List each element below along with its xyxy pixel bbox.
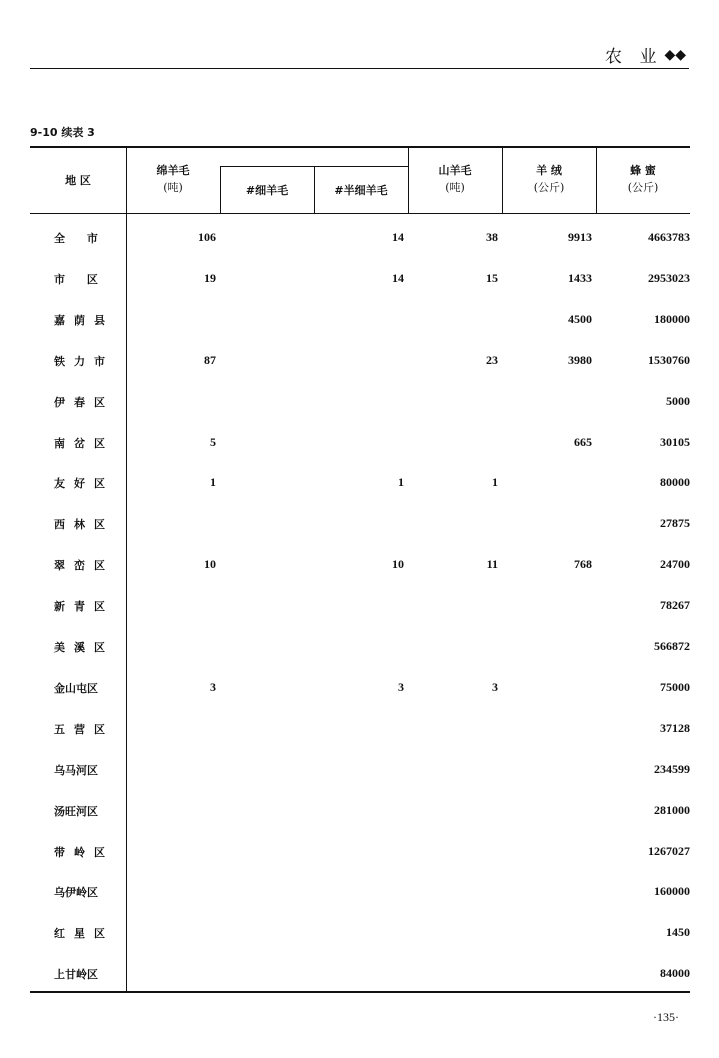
cell-cash: 3980	[568, 352, 592, 367]
header-sheep-wool-unit: (吨)	[163, 181, 183, 194]
table-row	[30, 555, 690, 575]
region-name: 乌马河区	[54, 763, 98, 777]
region-name: 新青区	[54, 600, 114, 614]
cell-semi: 14	[392, 230, 404, 244]
cell-honey: 1450	[666, 925, 690, 940]
cell-semi: 14	[392, 270, 404, 285]
table-bottom-rule	[30, 991, 690, 993]
region-name: 市 区	[54, 272, 107, 286]
table-row	[30, 801, 690, 821]
region-name: 带岭区	[54, 845, 114, 859]
header-goat-hair	[408, 162, 502, 196]
cell-honey: 234599	[654, 761, 690, 776]
cell-honey: 80000	[660, 475, 690, 490]
region-name: 南岔区	[54, 436, 114, 450]
table-row	[30, 514, 690, 534]
cell-honey: 160000	[654, 884, 690, 899]
table-row	[30, 392, 690, 412]
cell-goat: 38	[486, 230, 498, 244]
cell-wool: 1	[210, 475, 216, 490]
cell-honey: 24700	[660, 557, 690, 572]
header-bottom-rule	[30, 213, 690, 214]
header-honey-label: 蜂 蜜	[630, 164, 656, 177]
cell-wool: 3	[210, 679, 216, 694]
region-name: 西林区	[54, 518, 114, 532]
cell-honey: 566872	[654, 639, 690, 653]
region-name: 汤旺河区	[54, 804, 98, 818]
cell-honey: 1267027	[648, 843, 690, 858]
table-row	[30, 310, 690, 330]
region-name: 美溪区	[54, 641, 114, 654]
header-sheep-wool	[126, 146, 220, 196]
cell-honey: 4663783	[648, 230, 690, 244]
table-row	[30, 923, 690, 943]
cell-cash: 768	[574, 557, 592, 572]
table-row	[30, 637, 690, 657]
cell-goat: 1	[492, 475, 498, 490]
header-cashmere-label: 羊 绒	[536, 164, 562, 177]
header-fine-wool-label: #细羊毛	[245, 184, 289, 197]
cell-honey: 2953023	[648, 270, 690, 285]
table-row	[30, 433, 690, 453]
statistics-table	[30, 146, 690, 992]
table-label: 9-10 续表 3	[30, 126, 95, 139]
region-name: 五营区	[54, 722, 114, 736]
cell-honey: 1530760	[648, 352, 690, 367]
cell-cash: 665	[574, 434, 592, 449]
table-row	[30, 882, 690, 902]
header-fine-wool	[220, 182, 314, 199]
region-name: 嘉荫县	[54, 313, 114, 327]
section-title: 农 业	[605, 47, 663, 67]
cell-semi: 10	[392, 557, 404, 572]
table-row	[30, 596, 690, 616]
header-cashmere	[502, 162, 596, 196]
cell-honey: 30105	[660, 434, 690, 449]
header-region-label: 地 区	[65, 174, 91, 187]
header-semi-fine-wool-label: #半细羊毛	[334, 184, 388, 197]
region-name: 全 市	[54, 232, 107, 245]
region-name: 乌伊岭区	[54, 886, 98, 900]
cell-goat: 23	[486, 352, 498, 367]
region-name: 伊春区	[54, 395, 114, 409]
cell-wool: 10	[204, 557, 216, 572]
cell-honey: 84000	[660, 966, 690, 981]
header-region	[30, 172, 126, 189]
table-row	[30, 678, 690, 698]
region-name: 铁力市	[54, 354, 114, 368]
region-name: 上甘岭区	[54, 968, 98, 982]
table-row	[30, 351, 690, 371]
table-row	[30, 473, 690, 493]
region-name: 友好区	[54, 477, 114, 491]
region-name: 金山屯区	[54, 681, 98, 695]
cell-honey: 78267	[660, 598, 690, 613]
table-row	[30, 228, 690, 248]
cell-semi: 1	[398, 475, 404, 490]
header-honey-unit: (公斤)	[627, 181, 659, 194]
cell-honey: 75000	[660, 679, 690, 694]
cell-honey: 37128	[660, 720, 690, 735]
cell-honey: 281000	[654, 802, 690, 817]
region-name: 红星区	[54, 927, 114, 941]
region-name: 翠峦区	[54, 559, 114, 573]
cell-wool: 87	[204, 352, 216, 367]
header-goat-hair-label: 山羊毛	[438, 164, 472, 177]
cell-honey: 5000	[666, 393, 690, 408]
table-row	[30, 760, 690, 780]
cell-goat: 15	[486, 270, 498, 285]
page-number: ·135·	[653, 1010, 679, 1024]
header-rule	[30, 68, 689, 69]
header-goat-hair-unit: (吨)	[445, 181, 465, 194]
cell-wool: 106	[198, 230, 216, 244]
cell-goat: 11	[486, 557, 498, 572]
header-semi-fine-wool	[314, 182, 408, 199]
running-header	[605, 42, 686, 67]
cell-honey: 180000	[654, 311, 690, 326]
header-honey	[596, 162, 690, 196]
table-row	[30, 964, 690, 984]
cell-wool: 19	[204, 270, 216, 285]
diamond-marks-icon: ◆◆	[664, 46, 686, 63]
cell-cash: 4500	[568, 311, 592, 326]
cell-honey: 27875	[660, 516, 690, 531]
cell-cash: 1433	[568, 270, 592, 285]
cell-semi: 3	[398, 679, 404, 694]
cell-goat: 3	[492, 679, 498, 694]
table-row	[30, 842, 690, 862]
cell-cash: 9913	[568, 230, 592, 244]
cell-wool: 5	[210, 434, 216, 449]
table-row	[30, 719, 690, 739]
header-sheep-wool-label: 绵羊毛	[156, 164, 190, 177]
header-cashmere-unit: (公斤)	[533, 181, 565, 194]
table-row	[30, 269, 690, 289]
